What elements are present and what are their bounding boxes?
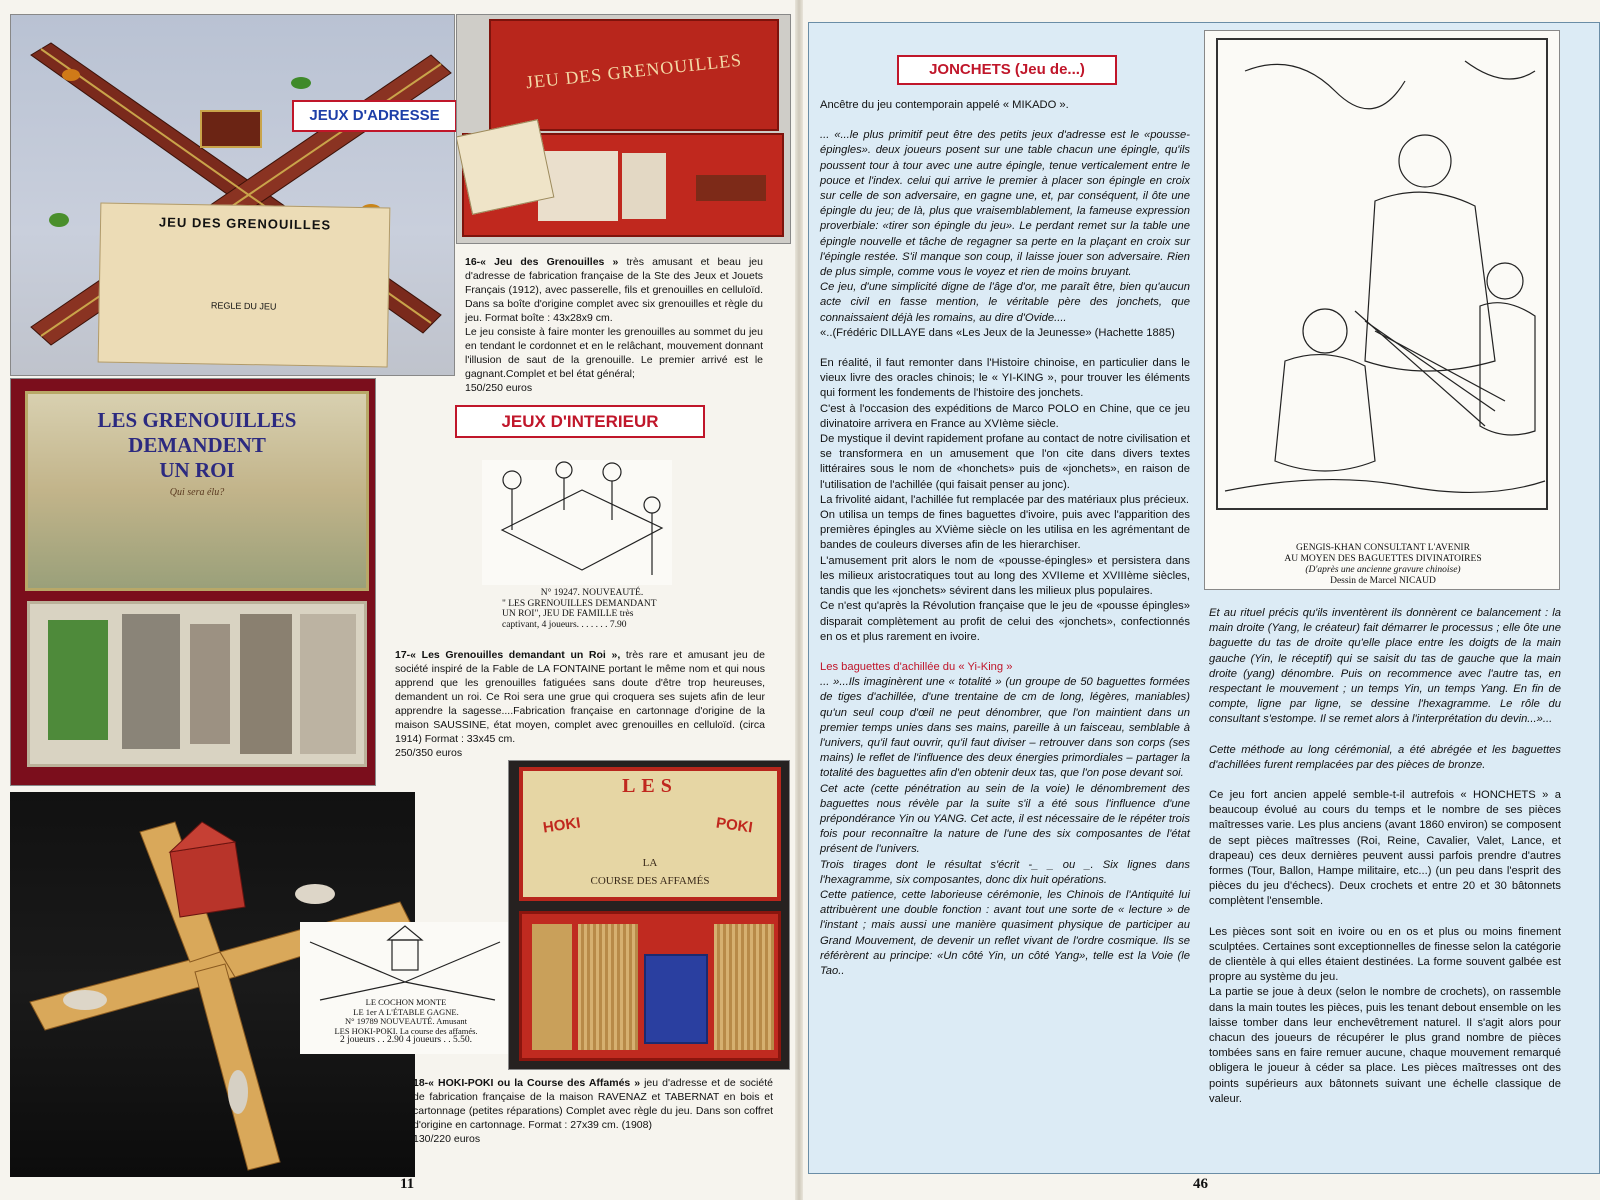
illus-caption-4: Dessin de Marcel NICAUD <box>1330 576 1436 586</box>
jonchets-p3: De mystique il devint rapidement profane au contact de notre civilisation et se transformera en un amusement que l'on cite dans divers textes littéraires sous le nom de «honchets» puis de «jonchets», en raison de l'utilisation de l'achillée (qui faisait penser au jonc). <box>820 433 1190 491</box>
jonchets-p4: La frivolité aidant, l'achillée fut remplacée par des matériaux plus précieux. <box>820 493 1190 506</box>
illustration-caption <box>1205 543 1561 587</box>
rule-sheet-sub: REGLE DU JEU <box>210 300 277 312</box>
jonchets-q2: Cet acte (cette pénétration au sein de la voie) le dénombrement des baguettes nous révèle par la suite s'il a été sous l'influence d'une prépondérance Yin ou YANG. Cet acte, il est nécessaire de le répéter trois fois pour reconnaître la nature de l'une des six composantes de l'état présent de l'univers. <box>820 782 1190 856</box>
jonchets-right-column <box>1209 606 1561 1107</box>
item18-text: jeu d'adresse et de société de fabrication française de la maison RAVENAZ et TABERNAT en bois et cartonnage (petites réparations) Complet avec règle du jeu. Dans son coffret d'origine en cartonnage. Format : 27x39 cm. (1908) <box>413 1077 773 1131</box>
illus-caption-1: GENGIS-KHAN CONSULTANT L'AVENIR <box>1296 543 1470 553</box>
roi-box-tray <box>27 601 367 767</box>
box-lid <box>489 19 779 131</box>
jonchets-subheading: Les baguettes d'achillée du « Yi-King » <box>820 660 1013 673</box>
page-gutter <box>795 0 803 1200</box>
jeux-interieur-title: JEUX D'INTERIEUR <box>455 405 705 438</box>
jonchets-c3: Ce jeu fort ancien appelé semble-t-il autrefois « HONCHETS » a beaucoup évolué au cours du temps et le nombre de ses pièces maîtresses varie. Les plus anciens (avant 1860 environ) se composent de sept pièces maîtresses (Roi, Reine, Cavalier, Valet, Lance, et drapeau) ces deux dernières peuvent aussi parfois prendre d'autres formes (Tour, Ballon, Hampe militaire, etc...) (un peu dans l'esprit des pièces du jeu d'échecs). Deux crochets et entre 20 et 30 bâtonnets complètent l'ensemble. <box>1209 789 1561 908</box>
box-lid-title: JEU DES GRENOUILLES <box>524 49 743 93</box>
item18-caption <box>413 1076 773 1146</box>
photo-frog-game-cross <box>10 14 455 376</box>
jonchets-p6: L'amusement prit alors le nom de «pousse-épingles» et persistera dans les milieux aristocratiques tout au long des XVIIeme et XVIIIème siècles, tandis que les «jonchets» sévirent dans les milieux plus populaires. <box>820 554 1190 598</box>
engraving1-line1: N° 19247. NOUVEAUTÉ. <box>540 588 644 598</box>
engraving2-line5: 2 joueurs . . 2.90 4 joueurs . . 5.50. <box>340 1035 472 1045</box>
item16-text2: Le jeu consiste à faire monter les grenouilles au sommet du jeu en tendant le cordonnet et en le relâchant, mouvement donnant l'illusion de saut de la grenouille. Le premier arrivé est le gagnant.Complet et bel état général; <box>465 326 763 380</box>
photo-frog-game-box <box>456 14 791 244</box>
roi-box-title-1: LES GRENOUILLES DEMANDENT <box>97 408 297 457</box>
jonchets-q3: Trois tirages dont le résultat s'écrit -_ _ ou _. Six lignes dans l'hexagramme, six composantes, donc dix huit opérations. <box>820 858 1190 886</box>
item16-text1: très amusant et beau jeu d'adresse de fabrication française de la Ste des Jeux et Jouets Français (1912), avec passerelle, fils et grenouilles en celluloïd. Dans sa boîte d'origine complet avec six grenouilles et règle du jeu. Format boîte : 43x28x9 cm. <box>465 256 763 324</box>
roi-box-sub: Qui sera élu? <box>169 487 225 498</box>
jonchets-citation: «..(Frédéric DILLAYE dans «Les Jeux de la Jeunesse» (Hachette 1885) <box>820 326 1175 339</box>
engraving-hoki-poki <box>300 922 510 1054</box>
illus-caption-2: AU MOYEN DES BAGUETTES DIVINATOIRES <box>1284 554 1482 564</box>
item17-title: 17-« Les Grenouilles demandant un Roi », <box>395 649 621 661</box>
engraving1-line2: " LES GRENOUILLES DEMANDANT <box>502 598 657 609</box>
hoki-lid-hoki: HOKI <box>541 814 582 837</box>
hoki-box-lid <box>519 767 781 901</box>
jonchets-c5: La partie se joue à deux (selon le nombre de crochets), on rassemble dans la main toutes les pièces, puis les tenant debout ensemble on les laisse tomber dans leur enchevêtrement naturel. Il s'agit alors pour chacun des joueurs de récupérer le plus grand nombre de pièces tombées sans en faire remuer aucune, chaque mouvement remarqué obligera le joueur à céder sa place. Les pièces maîtresses ont des points supérieurs aux bâtonnets suivant une échelle classique de valeur. <box>1209 986 1561 1105</box>
engraving2-line4: LES HOKI-POKI. La course des affamés. <box>334 1025 478 1036</box>
jonchets-p7: Ce n'est qu'après la Révolution française que le jeu de «pousse épingles» disparait complètement au profit de celui des «jonchets», confectionnés en os et plus rarement en ivoire. <box>820 600 1190 643</box>
jonchets-title: JONCHETS (Jeu de...) <box>897 55 1117 85</box>
hoki-lid-course: COURSE DES AFFAMÉS <box>590 875 710 887</box>
item16-caption <box>465 255 763 395</box>
rule-sheet <box>98 202 391 367</box>
roi-box-title-2: UN ROI <box>159 458 235 482</box>
jonchets-main-column <box>820 98 1190 979</box>
engraving1-line4: captivant, 4 joueurs. . . . . . . 7.90 <box>502 619 627 630</box>
photo-grenouilles-roi <box>10 378 376 786</box>
illus-caption-3: (D'après une ancienne gravure chinoise) <box>1305 565 1461 575</box>
jonchets-c4: Les pièces sont soit en ivoire ou en os et plus ou moins finement sculptées. Certaines sont exceptionnelles de finesse selon la catégorie de clientèle à qui elles étaient destinées. La forme souvent galbée est propre au système du jeu. <box>1209 925 1561 984</box>
rule-card <box>456 119 554 215</box>
photo-hoki-poki-box <box>508 760 790 1070</box>
engraving1-text <box>502 588 682 630</box>
jonchets-p1: En réalité, il faut remonter dans l'Histoire chinoise, en particulier dans le vieux livre des oracles chinois; le « YI-KING », pour trouver les éléments qui forment les fondements de l'histoire des jonchets. <box>820 357 1190 400</box>
jonchets-quote2: Ce jeu, d'une simplicité digne de l'âge d'or, me paraît être, bien qu'aucun acte civil en fasse mention, le véritable père des jonchets, que connaissaient déjà les romains, au dire d'Ovide.... <box>820 281 1190 324</box>
engraving-grenouilles <box>472 450 682 638</box>
jonchets-c2: Cette méthode au long cérémonial, a été abrégée et les baguettes d'achillées furent remplacées par des pièces de bronze. <box>1209 743 1561 771</box>
engraving2-line3: N° 19789 NOUVEAUTÉ. Amusant <box>345 1016 467 1026</box>
jonchets-q4: Cette patience, cette laborieuse cérémonie, les Chinois de l'Antiquité lui attribuèrent une double fonction : avant tout une sorte de « lecture » de l'instant ; mais aussi une manière quasiment physique de participer au Grand Mouvement, de devenir un reflet vivant de l'ordre cosmique. Ils se référèrent au principe: «Un côté Yin, un côté Yang», telle est la Voie (le Tao.. <box>820 888 1190 977</box>
hoki-lid-les: LES <box>622 775 678 797</box>
left-page-number: 11 <box>400 1176 415 1192</box>
item17-text: très rare et amusant jeu de société inspiré de la Fable de LA FONTAINE portant le même nom et qui nous apprend que les grenouilles fatiguées sans doute d'être trop heureuses, demandent un roi. Ce Roi sera une grue qui croquera ses sujets afin de leur apprendre la sagesse....Fabrication française en cartonnage d'origine de la maison SAUSSINE, état moyen, complet avec grenouilles en celluloïd. (circa 1914) Format : 33x45 cm. <box>395 649 765 745</box>
item17-caption <box>395 648 765 760</box>
right-page-number: 46 <box>1193 1176 1208 1192</box>
engraving2-line1: LE COCHON MONTE <box>365 997 447 1007</box>
item18-price: 130/220 euros <box>413 1133 481 1145</box>
engraving1-line3: UN ROI", JEU DE FAMILLE très <box>502 609 634 619</box>
engraving2-text <box>306 998 506 1046</box>
jonchets-p2: C'est à l'occasion des expéditions de Marco POLO en Chine, que ce jeu divinatoire arrivera en France au XVIème siècle. <box>820 402 1190 430</box>
rule-sheet-title: JEU DES GRENOUILLES <box>158 214 332 233</box>
item16-title: 16-« Jeu des Grenouilles » <box>465 256 619 268</box>
item18-title: 18-« HOKI-POKI ou la Course des Affamés » <box>413 1077 641 1089</box>
engraving2-line2: LE 1er A L'ÉTABLE GAGNE. <box>353 1006 459 1017</box>
roi-box-lid <box>25 391 369 591</box>
gengis-khan-illustration <box>1204 30 1560 590</box>
item17-price: 250/350 euros <box>395 747 463 759</box>
jonchets-q1: ... »...Ils imaginèrent une « totalité » (un groupe de 50 baguettes formées de tiges d'achillée, d'une trentaine de cm de long, légères, maniables) qu'un seul coup d'œil ne peut dénombrer, que l'on maintient dans un premier temps unies dans ses mains, pareille à un faisceau, semblable à l'univers, qu'il faut ouvrir, qu'il faut diviser – retrouver dans son corps (ses mains) le reflet de l'influence des deux énergies primordiales – partager la totalité des baguettes afin d'en obtenir deux tas, que l'on pose devant soi. <box>820 676 1190 780</box>
jonchets-p5: On utilisa un temps de fines baguettes d'ivoire, puis avec l'apparition des premières épingles au XVième siècle on les utilisa en les agrémentant de bandes de couleurs diverses afin de les hierarchiser. <box>820 509 1190 552</box>
hoki-lid-poki: POKI <box>715 814 755 837</box>
hoki-box-tray <box>519 911 781 1061</box>
jonchets-c1: Et au rituel précis qu'ils inventèrent ils donnèrent ce balancement : la main droite (Yang, le créateur) fait démarrer le processus ; elle ôte une baguette du tas de droite qu'elle place entre les doigts de la main gauche (Yin, le réceptif) qui se saisit du tas de gauche que la main droite (yang) dénombre. Puis on recommence avec l'autre tas, en respectant le mouvement ; un temps Yin, un temps Yang. En fin de compte, ligne par ligne, se dessine l'hexagramme. Le rôle du consultant s'estompe. Il se remet alors à l'interprétation du devin...»... <box>1209 607 1561 726</box>
jonchets-quote1: ... «...le plus primitif peut être des petits jeux d'adresse est le «pousse-épingles». deux joueurs posent sur une table chacun une épingle, qu'ils poussent tour à tour avec une autre épingle, tenue verticalement entre le pouce et l'index. celui qui arrive le premier à placer son épingle en croix sur celle de son adversaire, en gagne une, et, par conséquent, il ôte une épingle du jeu; de là, plus que vraisemblablement, la fameuse expression proverbiale: «tirer son épingle du jeu». Le perdant remet sur la table une épingle nouvelle et tâche de regagner sa perte en la plaçant en croix sur l'épingle restée. S'il manque son coup, il laisse jouer son adversaire. Rien de plus simple, comme vous le voyez et rien de moins bruyant. <box>820 129 1190 279</box>
jonchets-intro: Ancêtre du jeu contemporain appelé « MIKADO ». <box>820 99 1069 111</box>
item16-price: 150/250 euros <box>465 382 533 394</box>
jeux-adresse-label: JEUX D'ADRESSE <box>292 100 457 132</box>
hoki-lid-la: LA <box>642 857 658 869</box>
